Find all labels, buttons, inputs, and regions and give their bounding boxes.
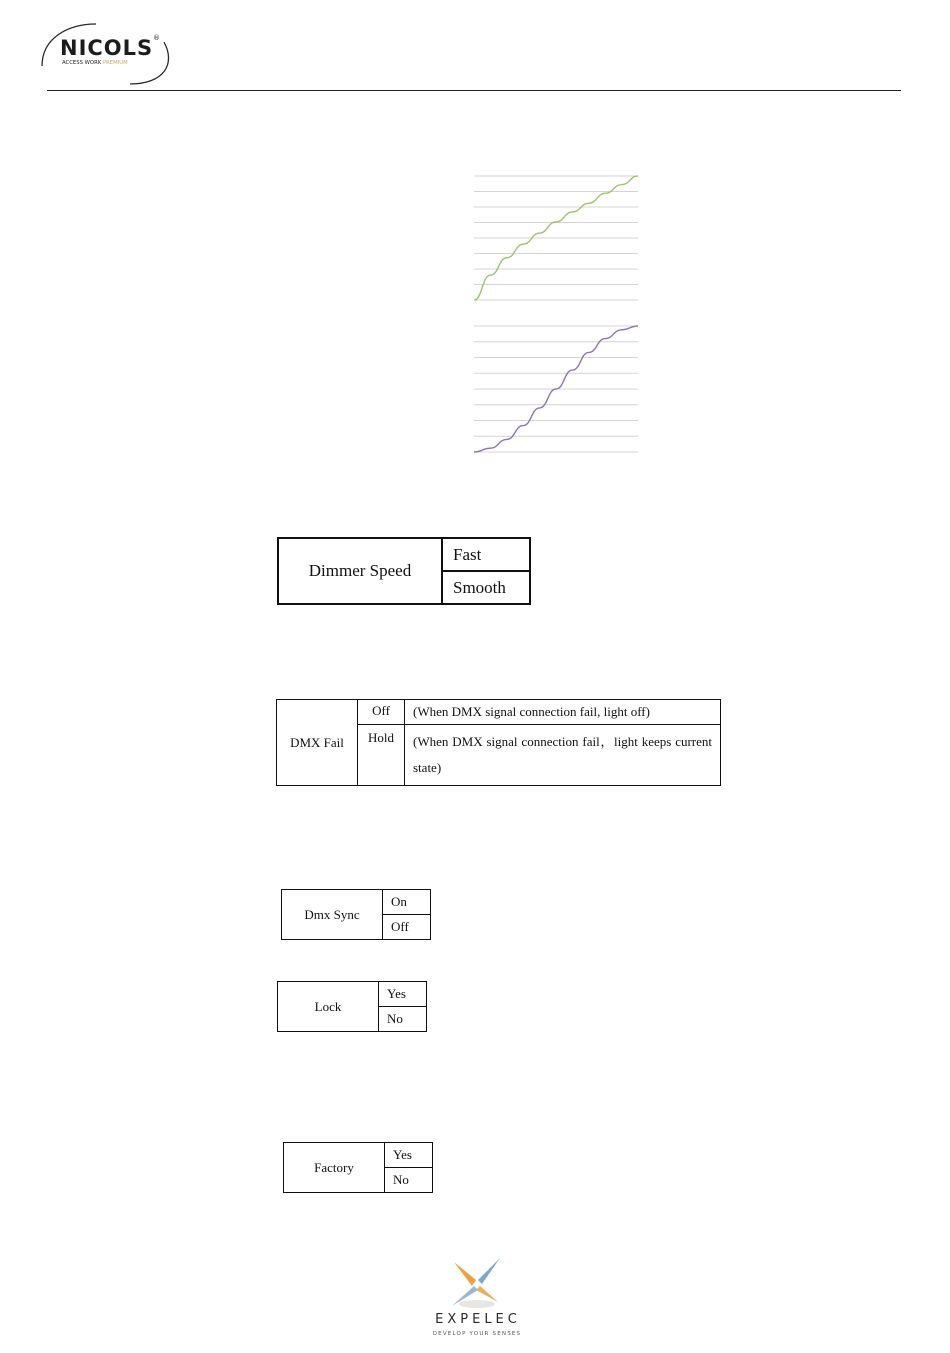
dmx-fail-option-hold: Hold <box>358 725 405 786</box>
factory-table <box>283 1142 433 1193</box>
dmx-sync-label: Dmx Sync <box>282 890 383 940</box>
dmx-fail-table <box>276 699 721 786</box>
factory-label: Factory <box>284 1143 385 1193</box>
logo-tagline <box>62 60 128 66</box>
lock-label: Lock <box>278 982 379 1032</box>
footer-tagline: DEVELOP YOUR SENSES <box>432 1331 522 1337</box>
factory-option-no: No <box>385 1168 433 1193</box>
logo-registered-mark: ® <box>153 34 160 42</box>
lock-option-yes: Yes <box>379 982 427 1007</box>
dimmer-speed-label: Dimmer Speed <box>278 538 442 604</box>
dmx-fail-option-off: Off <box>358 700 405 725</box>
dmx-fail-off-description: (When DMX signal connection fail, light off) <box>405 700 721 725</box>
expelec-star-icon <box>446 1256 506 1312</box>
factory-option-yes: Yes <box>385 1143 433 1168</box>
dimmer-speed-table <box>277 537 531 605</box>
logo-wordmark: NICOLS <box>60 36 154 60</box>
logo-tagline-accent: PREMIUM <box>102 60 128 66</box>
dmx-sync-option-on: On <box>383 890 431 915</box>
dmx-sync-option-off: Off <box>383 915 431 940</box>
lock-table <box>277 981 427 1032</box>
dmx-fail-hold-description: (When DMX signal connection fail，light keeps current state) <box>405 725 721 786</box>
footer-brand: EXPELEC <box>435 1312 521 1327</box>
dmx-sync-table <box>281 889 431 940</box>
dimmer-speed-option-fast: Fast <box>442 538 530 571</box>
header-divider <box>47 90 901 91</box>
dimmer-curve-chart-fast <box>466 168 650 308</box>
logo-tagline-main: ACCESS WORK <box>62 60 103 66</box>
lock-option-no: No <box>379 1007 427 1032</box>
dimmer-curve-chart-smooth <box>466 318 650 460</box>
dimmer-speed-option-smooth: Smooth <box>442 571 530 604</box>
dmx-fail-label: DMX Fail <box>277 700 358 786</box>
nicols-logo <box>38 20 178 90</box>
